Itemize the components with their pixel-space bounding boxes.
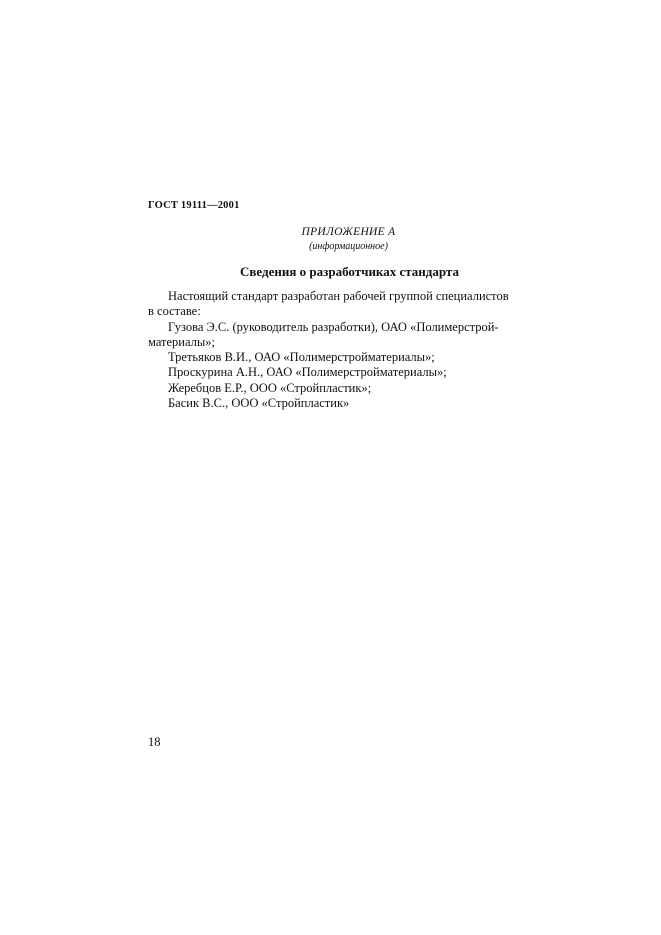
page-number: 18 — [148, 735, 161, 749]
intro-line-1: Настоящий стандарт разработан рабочей группой специалистов — [168, 289, 509, 303]
section-heading: Сведения о разработчиках стандарта — [240, 264, 459, 279]
intro-line-2: в составе: — [148, 304, 201, 319]
document-code: ГОСТ 19111—2001 — [148, 200, 240, 211]
developer-entry-2: Третьяков В.И., ОАО «Полимерстройматериалы»; — [168, 350, 435, 365]
developer-entry-4: Жеребцов Е.Р., ООО «Стройпластик»; — [168, 380, 372, 395]
appendix-note: (информационное) — [309, 241, 388, 252]
appendix-title: ПРИЛОЖЕНИЕ А — [301, 226, 396, 238]
developer-entry-5: Басик В.С., ООО «Стройпластик» — [168, 396, 350, 411]
developer-entry-1: Гузова Э.С. (руководитель разработки), ОАО «Полимерстрой- — [168, 319, 499, 334]
developers-body — [148, 289, 514, 411]
developer-entry-3: Проскурина А.Н., ОАО «Полимерстройматериалы»; — [168, 365, 447, 380]
developer-entry-1-continuation: материалы»; — [148, 334, 216, 349]
